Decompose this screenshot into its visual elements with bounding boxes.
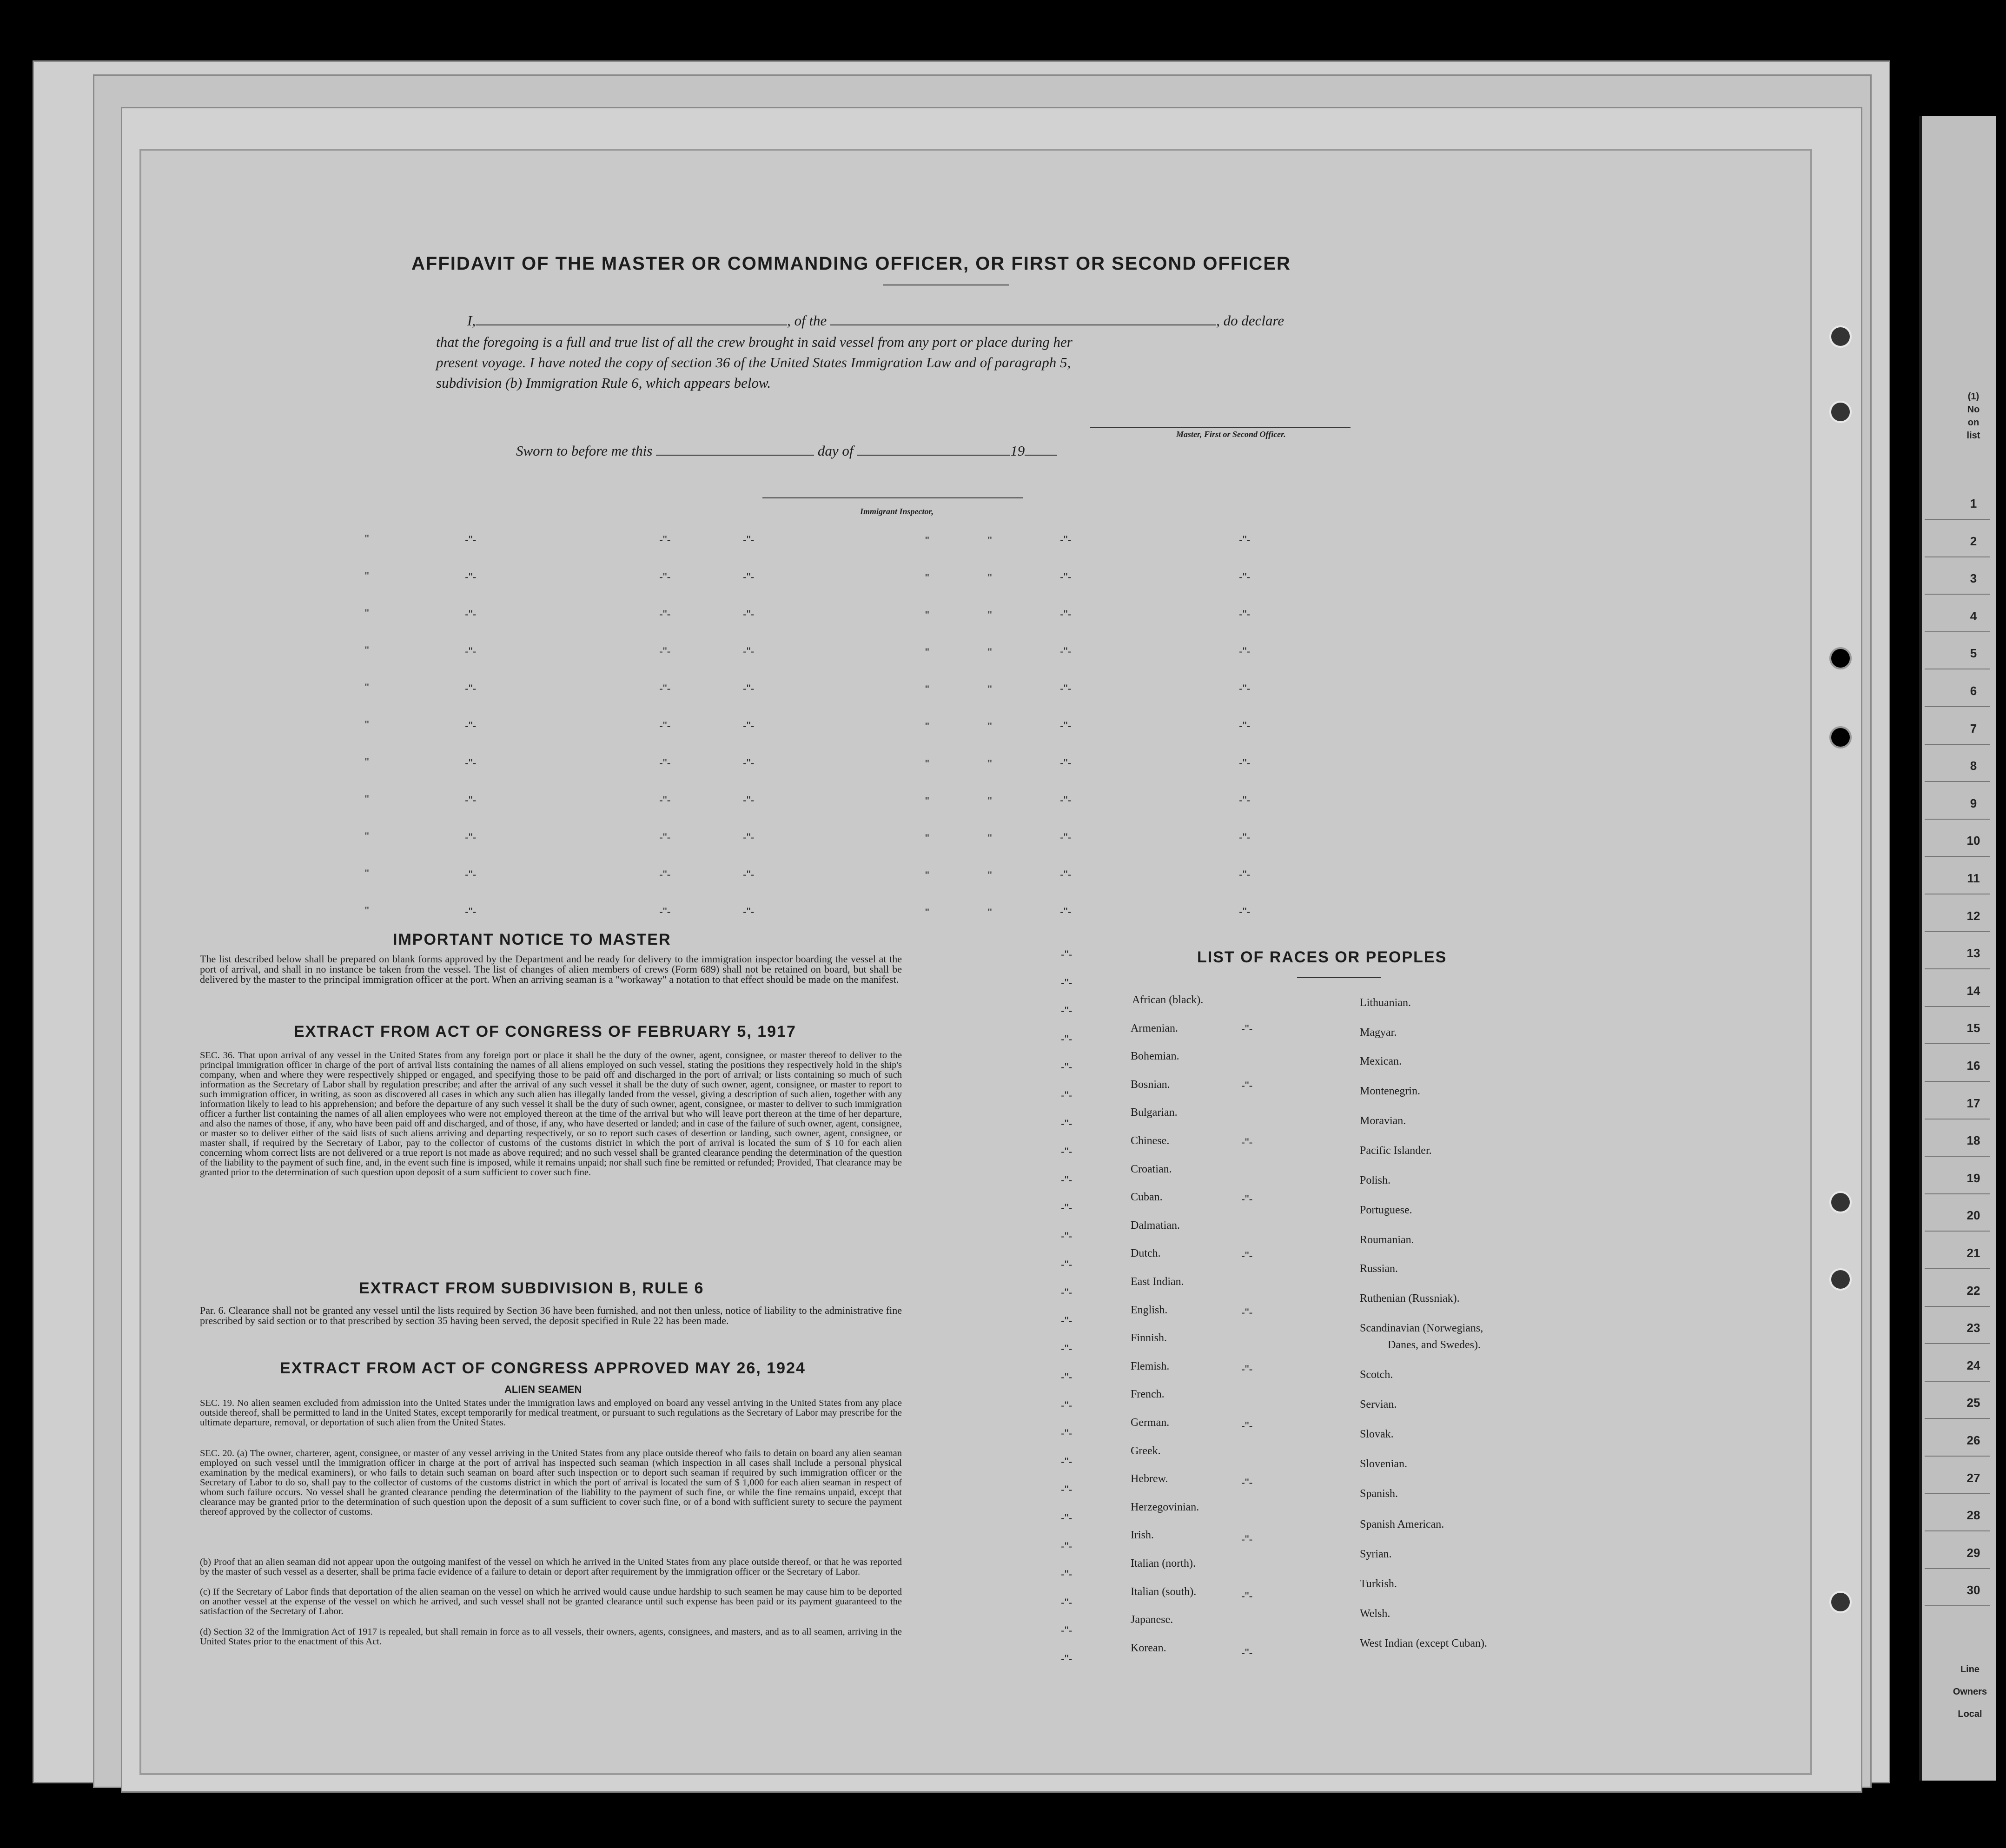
ditto-quote: " (925, 907, 929, 919)
strip-line-number: 23 (1966, 1321, 1980, 1335)
strip-rule (1925, 1418, 1990, 1419)
ditto-mark: -"- (1241, 1250, 1253, 1262)
ditto-mark: -"- (1241, 1477, 1253, 1489)
ditto-quote: " (365, 644, 369, 657)
race-item: Herzegovinian. (1131, 1501, 1199, 1513)
strip-rule (1925, 1043, 1990, 1044)
strip-column-header: on (1967, 417, 1980, 428)
ditto-quote: " (988, 758, 992, 770)
sworn-label: Sworn to before me this (516, 443, 653, 459)
race-item: German. (1131, 1417, 1170, 1429)
ditto-mark: -"- (1061, 1061, 1073, 1074)
ditto-mark: -"- (1241, 1023, 1253, 1035)
ditto-mark: -"- (1061, 1399, 1073, 1412)
strip-rule (1925, 781, 1990, 782)
ditto-quote: " (988, 869, 992, 882)
strip-line-number: 22 (1966, 1283, 1980, 1298)
act1924-p1: SEC. 19. No alien seamen excluded from admission into the United States under the immigration laws and employed on board any vessel arriving in the United States from any place outside thereof, shall be permitted to land in the United States, except temporarily for medical treatment, or pursuant to such regulations as the Secretary of Labor may prescribe for the ultimate departure, removal, or deportation of such alien from the United States. (200, 1398, 902, 1428)
strip-line-number: 26 (1966, 1433, 1980, 1447)
strip-rule (1925, 1381, 1990, 1382)
strip-rule (1925, 1193, 1990, 1194)
strip-line-number: 18 (1966, 1133, 1980, 1148)
sworn-day-field[interactable] (656, 441, 814, 456)
ditto-mark: -"- (1060, 682, 1072, 695)
label-declare: , do declare (1216, 312, 1284, 329)
race-item: West Indian (except Cuban). (1360, 1637, 1487, 1649)
race-item: Greek. (1131, 1444, 1161, 1457)
race-item: Finnish. (1131, 1332, 1167, 1345)
ditto-mark: -"- (743, 682, 755, 695)
ditto-mark: -"- (659, 682, 671, 695)
strip-column-header: No (1967, 404, 1980, 415)
strip-line-number: 17 (1966, 1096, 1980, 1110)
label-of: , of the (787, 312, 827, 329)
ditto-mark: -"- (1241, 1420, 1253, 1432)
ditto-quote: " (365, 830, 369, 843)
strip-line-number: 8 (1970, 759, 1977, 773)
ditto-mark: -"- (1061, 1033, 1073, 1046)
race-item: African (black). (1132, 994, 1204, 1006)
ditto-mark: -"- (465, 868, 477, 881)
strip-footer-line: Line (1960, 1664, 1980, 1675)
ditto-mark: -"- (1061, 1230, 1073, 1243)
race-item: Spanish. (1360, 1488, 1398, 1500)
ditto-quote: " (365, 719, 369, 731)
strip-line-number: 24 (1966, 1358, 1980, 1372)
ditto-mark: -"- (1060, 868, 1072, 881)
ditto-mark: -"- (659, 571, 671, 583)
notice-text: The list described below shall be prepared on blank forms approved by the Department and be ready for delivery to the immigration inspector boarding the vessel at the port of arrival, and shall in no instance be taken from the vessel. The list of changes of alien members of crews (Form 689) shall not be retained on board, but shall be delivered by the master to the principal immigration officer at the port. When an arriving seaman is a "workaway" a notation to that effect should be made on the manifest. (200, 953, 902, 985)
ditto-mark: -"- (743, 794, 755, 807)
ditto-quote: " (988, 535, 992, 547)
strip-rule (1925, 706, 1990, 707)
ditto-quote: " (365, 793, 369, 806)
ditto-mark: -"- (465, 571, 477, 583)
strip-line-number: 16 (1966, 1059, 1980, 1073)
ditto-mark: -"- (1061, 1427, 1073, 1440)
ditto-quote: " (365, 905, 369, 917)
race-item: Italian (north). (1131, 1557, 1196, 1570)
race-item: Bulgarian. (1131, 1106, 1178, 1119)
ditto-mark: -"- (1241, 1306, 1253, 1319)
race-item: Scandinavian (Norwegians, (1360, 1322, 1483, 1334)
ditto-quote: " (365, 533, 369, 545)
ditto-mark: -"- (1241, 1533, 1253, 1546)
strip-line-number: 28 (1966, 1508, 1980, 1523)
strip-rule (1925, 968, 1990, 969)
race-item: Ruthenian (Russniak). (1360, 1292, 1460, 1305)
ditto-mark: -"- (1061, 1455, 1073, 1468)
strip-rule (1925, 1006, 1990, 1007)
ditto-quote: " (925, 869, 929, 882)
inspector-signature-line[interactable] (762, 497, 1023, 498)
race-item: Hebrew. (1131, 1473, 1168, 1485)
race-item: East Indian. (1131, 1276, 1184, 1288)
ditto-mark: -"- (1241, 1590, 1253, 1603)
affidavit-line1 (467, 311, 1351, 331)
punch-hole (1829, 726, 1852, 748)
race-item: Pacific Islander. (1360, 1145, 1432, 1157)
sworn-month-field[interactable] (857, 441, 1010, 456)
ditto-mark: -"- (465, 906, 477, 918)
punch-hole (1829, 401, 1852, 423)
strip-rule (1925, 1456, 1990, 1457)
race-item: Mexican. (1360, 1055, 1402, 1067)
punch-hole (1829, 647, 1852, 669)
strip-rule (1925, 1156, 1990, 1157)
ditto-mark: -"- (1239, 794, 1251, 807)
race-item: Cuban. (1131, 1191, 1163, 1204)
punch-hole (1829, 1591, 1852, 1613)
strip-rule (1925, 1605, 1990, 1606)
ditto-mark: -"- (1061, 1653, 1073, 1665)
ditto-quote: " (365, 570, 369, 583)
ditto-mark: -"- (659, 831, 671, 844)
ditto-mark: -"- (1060, 534, 1072, 546)
race-item: Bosnian. (1131, 1078, 1170, 1091)
ditto-quote: " (925, 721, 929, 733)
strip-rule (1925, 631, 1990, 632)
race-item: Korean. (1131, 1642, 1166, 1654)
act1917-text: SEC. 36. That upon arrival of any vessel in the United States from any foreign port or place it shall be the duty of the owner, agent, consignee, or master thereof to deliver to the principal immigration officer in charge of the port of arrival lists containing the names of all aliens employed on such vessel, stating the positions they respectively hold in the ship's company, when and where they were respectively shipped or engaged, and specifying those to be paid off and discharged in the port of arrival; or lists containing so much of such information as the Secretary of Labor shall by regulation prescribe; and after the arrival of any such vessel it shall be the duty of such owner, agent, consignee, or master to report to such immigration officer, in writing, as soon as discovered all cases in which any such alien has illegally landed from the vessel, giving a description of such alien, together with any information likely to lead to his apprehension; and before the departure of any such vessel it shall be the duty of such owner, agent, consignee, or master to deliver to such immigration officer a further list containing the names of all alien employees who were not employed thereon at the time of the arrival but who will leave port thereon at the time of her departure, and also the names of those, if any, who have been paid off and discharged, and of those, if any, who have deserted or landed; and in case of the failure of such owner, agent, consignee, or master so to deliver either of the said lists of such aliens arriving and departing respectively, or so to report such cases of desertion or landing, such owner, agent, consignee, or master shall, if required by the Secretary of Labor, pay to the collector of customs of the customs district in which the port of arrival is located the sum of $ 10 for each alien concerning whom correct lists are not delivered or a true report is not made as above required; and no such vessel shall be granted clearance pending the determination of the question of the liability to the payment of such fine, and, in the event such fine is imposed, while it remains unpaid; nor shall such fine be remitted or refunded; Provided, That clearance may be granted prior to the determination of such question upon deposit of a sum sufficient to cover such fine. (200, 1050, 902, 1178)
race-item: Roumanian. (1360, 1234, 1414, 1246)
label-i: I, (467, 312, 476, 329)
race-item: Montenegrin. (1360, 1085, 1420, 1097)
ditto-mark: -"- (1239, 608, 1251, 621)
race-item: Portuguese. (1360, 1204, 1412, 1216)
strip-line-number: 20 (1966, 1208, 1980, 1223)
ditto-mark: -"- (465, 645, 477, 658)
ditto-quote: " (925, 795, 929, 808)
ditto-mark: -"- (1061, 1258, 1073, 1271)
affidavit-line2: that the foregoing is a full and true list of all the crew brought in said vessel from any port or place during her (436, 334, 1073, 350)
ditto-mark: -"- (659, 794, 671, 807)
ditto-mark: -"- (1060, 571, 1072, 583)
strip-rule (1925, 1530, 1990, 1531)
ditto-mark: -"- (743, 868, 755, 881)
race-item: Russian. (1360, 1263, 1398, 1275)
strip-line-number: 7 (1970, 721, 1977, 735)
master-signature-line[interactable] (1090, 427, 1351, 428)
race-item: Dalmatian. (1131, 1219, 1180, 1232)
ditto-mark: -"- (743, 831, 755, 844)
ditto-mark: -"- (1061, 1624, 1073, 1637)
ditto-mark: -"- (1060, 906, 1072, 918)
ditto-mark: -"- (1239, 868, 1251, 881)
ditto-quote: " (988, 795, 992, 808)
ditto-mark: -"- (1239, 534, 1251, 546)
race-item: Spanish American. (1360, 1518, 1444, 1530)
strip-rule (1925, 744, 1990, 745)
ditto-mark: -"- (659, 534, 671, 546)
ditto-mark: -"- (1061, 976, 1073, 989)
ditto-mark: -"- (1061, 1596, 1073, 1609)
strip-line-number: 3 (1970, 571, 1977, 586)
ditto-mark: -"- (1061, 1314, 1073, 1327)
race-item: Scotch. (1360, 1369, 1393, 1381)
strip-line-number: 15 (1966, 1021, 1980, 1035)
strip-rule (1925, 1343, 1990, 1344)
ditto-mark: -"- (659, 645, 671, 658)
ditto-quote: " (365, 756, 369, 768)
ditto-mark: -"- (1060, 757, 1072, 769)
strip-rule (1925, 594, 1990, 595)
ditto-mark: -"- (1239, 720, 1251, 732)
ditto-quote: " (988, 907, 992, 919)
act1917-title: EXTRACT FROM ACT OF CONGRESS OF FEBRUARY 5, 1917 (294, 1023, 796, 1040)
ditto-mark: -"- (1061, 1286, 1073, 1299)
ditto-mark: -"- (659, 720, 671, 732)
race-item: Chinese. (1131, 1135, 1170, 1147)
affidavit-title: AFFIDAVIT OF THE MASTER OR COMMANDING OFFICER, OR FIRST OR SECOND OFFICER (411, 253, 1291, 274)
ditto-mark: -"- (1061, 1005, 1073, 1018)
ditto-quote: " (988, 832, 992, 845)
ditto-mark: -"- (1241, 1647, 1253, 1659)
act1924-title: EXTRACT FROM ACT OF CONGRESS APPROVED MAY 26, 1924 (280, 1359, 806, 1377)
strip-rule (1925, 1568, 1990, 1569)
ditto-mark: -"- (743, 757, 755, 769)
ditto-quote: " (925, 609, 929, 622)
ditto-mark: -"- (1060, 831, 1072, 844)
ditto-mark: -"- (1241, 1136, 1253, 1149)
ditto-mark: -"- (465, 720, 477, 732)
race-item: Servian. (1360, 1398, 1397, 1411)
rule6-text: Par. 6. Clearance shall not be granted any vessel until the lists required by Section 36 have been furnished, and not then unless, notice of liability to the administrative fine prescribed by said section or to that prescribed by section 35 having been served, the deposit specified in Rule 22 has been made. (200, 1305, 902, 1326)
strip-line-number: 1 (1970, 497, 1977, 510)
race-item: Japanese. (1131, 1614, 1173, 1626)
strip-rule (1925, 1268, 1990, 1269)
affidavit-line3: present voyage. I have noted the copy of section 36 of the United States Immigration Law and of paragraph 5, (436, 354, 1071, 371)
races-title: LIST OF RACES OR PEOPLES (1197, 948, 1447, 966)
ditto-quote: " (925, 535, 929, 547)
ditto-quote: " (925, 646, 929, 659)
race-item: French. (1131, 1388, 1165, 1401)
strip-rule (1925, 1081, 1990, 1082)
ditto-mark: -"- (1061, 1512, 1073, 1524)
ditto-mark: -"- (743, 571, 755, 583)
strip-rule (1925, 519, 1990, 520)
race-item: Turkish. (1360, 1578, 1397, 1590)
ditto-mark: -"- (1061, 1540, 1073, 1553)
ditto-mark: -"- (743, 720, 755, 732)
ditto-mark: -"- (1239, 906, 1251, 918)
strip-line-number: 19 (1966, 1171, 1980, 1185)
ditto-mark: -"- (1061, 948, 1073, 961)
strip-line-number: 10 (1966, 834, 1980, 848)
ditto-mark: -"- (1061, 1089, 1073, 1102)
strip-rule (1925, 556, 1990, 557)
ditto-mark: -"- (1060, 794, 1072, 807)
act1924-p3: (b) Proof that an alien seaman did not appear upon the outgoing manifest of the vessel on which he arrived in the United States from any place outside thereof, or that he was reported by the master of such vessel as a deserter, shall be prima facie evidence of a failure to detain or deport after requirement by the immigration officer or the Secretary of Labor. (200, 1557, 902, 1577)
strip-line-number: 13 (1966, 946, 1980, 960)
ditto-mark: -"- (1241, 1363, 1253, 1376)
strip-line-number: 14 (1966, 983, 1980, 998)
ditto-mark: -"- (1239, 831, 1251, 844)
act1924-subtitle: ALIEN SEAMEN (504, 1384, 582, 1395)
strip-rule (1925, 1493, 1990, 1494)
master-caption: Master, First or Second Officer. (1176, 430, 1286, 439)
strip-line-number: 25 (1966, 1396, 1980, 1410)
ditto-mark: -"- (1060, 720, 1072, 732)
ditto-quote: " (988, 683, 992, 696)
ditto-mark: -"- (1061, 1371, 1073, 1384)
race-item: Slovenian. (1360, 1458, 1407, 1470)
ditto-quote: " (925, 758, 929, 770)
strip-line-number: 12 (1966, 908, 1980, 923)
ditto-quote: " (988, 721, 992, 733)
ditto-mark: -"- (1239, 571, 1251, 583)
ditto-mark: -"- (1239, 682, 1251, 695)
race-scandinavian-cont: Danes, and Swedes). (1388, 1339, 1481, 1351)
ditto-mark: -"- (659, 906, 671, 918)
race-item: Italian (south). (1131, 1585, 1197, 1598)
strip-footer-local: Local (1958, 1709, 1982, 1719)
ditto-mark: -"- (465, 794, 477, 807)
ditto-mark: -"- (1239, 645, 1251, 658)
strip-column-header: list (1966, 431, 1980, 441)
ditto-mark: -"- (1239, 757, 1251, 769)
ditto-quote: " (925, 572, 929, 584)
punch-hole (1829, 1268, 1852, 1291)
strip-line-number: 21 (1966, 1246, 1980, 1260)
race-item: Flemish. (1131, 1360, 1170, 1372)
race-item: Welsh. (1360, 1608, 1390, 1620)
strip-line-number: 6 (1970, 684, 1977, 698)
ditto-mark: -"- (743, 534, 755, 546)
strip-column-header: (1) (1967, 391, 1980, 402)
ditto-mark: -"- (465, 682, 477, 695)
strip-footer-owners: Owners (1953, 1687, 1987, 1697)
name-field[interactable] (476, 311, 787, 325)
ditto-mark: -"- (1061, 1202, 1073, 1215)
sworn-year-field[interactable] (1025, 441, 1057, 456)
strip-rule (1925, 931, 1990, 932)
race-item: Croatian. (1131, 1163, 1172, 1175)
ditto-quote: " (988, 572, 992, 584)
rule6-title: EXTRACT FROM SUBDIVISION B, RULE 6 (359, 1279, 704, 1297)
ditto-mark: -"- (465, 831, 477, 844)
strip-line-number: 4 (1970, 609, 1977, 623)
vessel-field[interactable] (830, 311, 1216, 325)
ditto-mark: -"- (1061, 1146, 1073, 1159)
strip-line-number: 30 (1966, 1583, 1980, 1597)
ditto-quote: " (365, 682, 369, 694)
strip-line-number: 2 (1970, 534, 1977, 548)
ditto-mark: -"- (743, 645, 755, 658)
day-of-label: day of (817, 443, 854, 459)
punch-hole (1829, 325, 1852, 348)
ditto-mark: -"- (659, 608, 671, 621)
ditto-mark: -"- (1061, 1343, 1073, 1356)
ditto-mark: -"- (1241, 1080, 1253, 1092)
ditto-quote: " (988, 609, 992, 622)
ditto-mark: -"- (743, 906, 755, 918)
year-label: 19 (1010, 443, 1025, 459)
ditto-quote: " (988, 646, 992, 659)
affidavit-line4: subdivision (b) Immigration Rule 6, which appears below. (436, 375, 771, 391)
ditto-mark: -"- (659, 868, 671, 881)
race-item: Lithuanian. (1360, 997, 1411, 1009)
ditto-mark: -"- (659, 757, 671, 769)
race-item: Syrian. (1360, 1548, 1392, 1560)
act1924-p5: (d) Section 32 of the Immigration Act of 1917 is repealed, but shall remain in force as to all vessels, their owners, agents, consignees, and masters, and as to all seamen, arriving in the United States prior to the enactment of this Act. (200, 1627, 902, 1647)
ditto-mark: -"- (465, 757, 477, 769)
strip-rule (1925, 1306, 1990, 1307)
inspector-caption: Immigrant Inspector, (860, 507, 934, 516)
ditto-quote: " (365, 607, 369, 620)
ditto-mark: -"- (1241, 1193, 1253, 1206)
race-item: Polish. (1360, 1174, 1391, 1186)
ditto-mark: -"- (465, 534, 477, 546)
strip-line-number: 11 (1967, 871, 1980, 885)
race-item: Slovak. (1360, 1428, 1394, 1440)
strip-line-number: 9 (1970, 796, 1977, 810)
race-item: English. (1131, 1304, 1168, 1316)
race-item: Bohemian. (1131, 1050, 1179, 1063)
races-underline (1297, 977, 1381, 978)
ditto-mark: -"- (743, 608, 755, 621)
ditto-mark: -"- (1060, 608, 1072, 621)
race-item: Magyar. (1360, 1027, 1397, 1039)
race-item: Irish. (1131, 1529, 1154, 1542)
ditto-mark: -"- (1061, 1173, 1073, 1186)
ditto-quote: " (925, 683, 929, 696)
act1924-p2: SEC. 20. (a) The owner, charterer, agent, consignee, or master of any vessel arriving in the United States from any place outside thereof who fails to detain on board any alien seaman employed on such vessel until the immigration officer in charge at the port of arrival has inspected such seaman (which inspection in all cases shall include a personal physical examination by the medical examiners), or who fails to detain such seaman on board after such inspection or to deport such seaman if required by such immigration officer or the Secretary of Labor to do so, shall pay to the collector of customs of the customs district in which the port of arrival is located the sum of $ 1,000 for each alien seaman in respect of whom such failure occurs. No vessel shall be granted clearance pending the determination of the liability to the payment of such fine, or while the fine remains unpaid, except that clearance may be granted prior to the determination of such question upon the deposit of a sum sufficient to cover such fine, or of a bond with sufficient surety to secure the payment thereof approved by the collector of customs. (200, 1448, 902, 1517)
strip-line-number: 5 (1970, 646, 1977, 661)
sworn-line (516, 441, 1057, 461)
strip-line-number: 27 (1966, 1470, 1980, 1485)
race-item: Moravian. (1360, 1115, 1406, 1127)
strip-rule (1925, 819, 1990, 820)
notice-title: IMPORTANT NOTICE TO MASTER (393, 931, 671, 948)
ditto-quote: " (365, 868, 369, 880)
act1924-p4: (c) If the Secretary of Labor finds that deportation of the alien seaman on the vessel on which he arrived would cause undue hardship to such seamen he may cause him to be deported on another vessel at the expense of the vessel on which he arrived, and such vessel shall not be granted clearance until such expense has been paid or its payment guaranteed to the satisfaction of the Secretary of Labor. (200, 1587, 902, 1616)
ditto-mark: -"- (1061, 1568, 1073, 1581)
strip-rule (1925, 1231, 1990, 1232)
punch-hole (1829, 1191, 1852, 1213)
ditto-mark: -"- (465, 608, 477, 621)
race-item: Armenian. (1131, 1022, 1178, 1034)
strip-rule (1925, 856, 1990, 857)
ditto-mark: -"- (1060, 645, 1072, 658)
race-item: Dutch. (1131, 1247, 1161, 1260)
ditto-mark: -"- (1061, 1484, 1073, 1497)
strip-line-number: 29 (1966, 1545, 1980, 1560)
ditto-mark: -"- (1061, 1117, 1073, 1130)
ditto-quote: " (925, 832, 929, 845)
